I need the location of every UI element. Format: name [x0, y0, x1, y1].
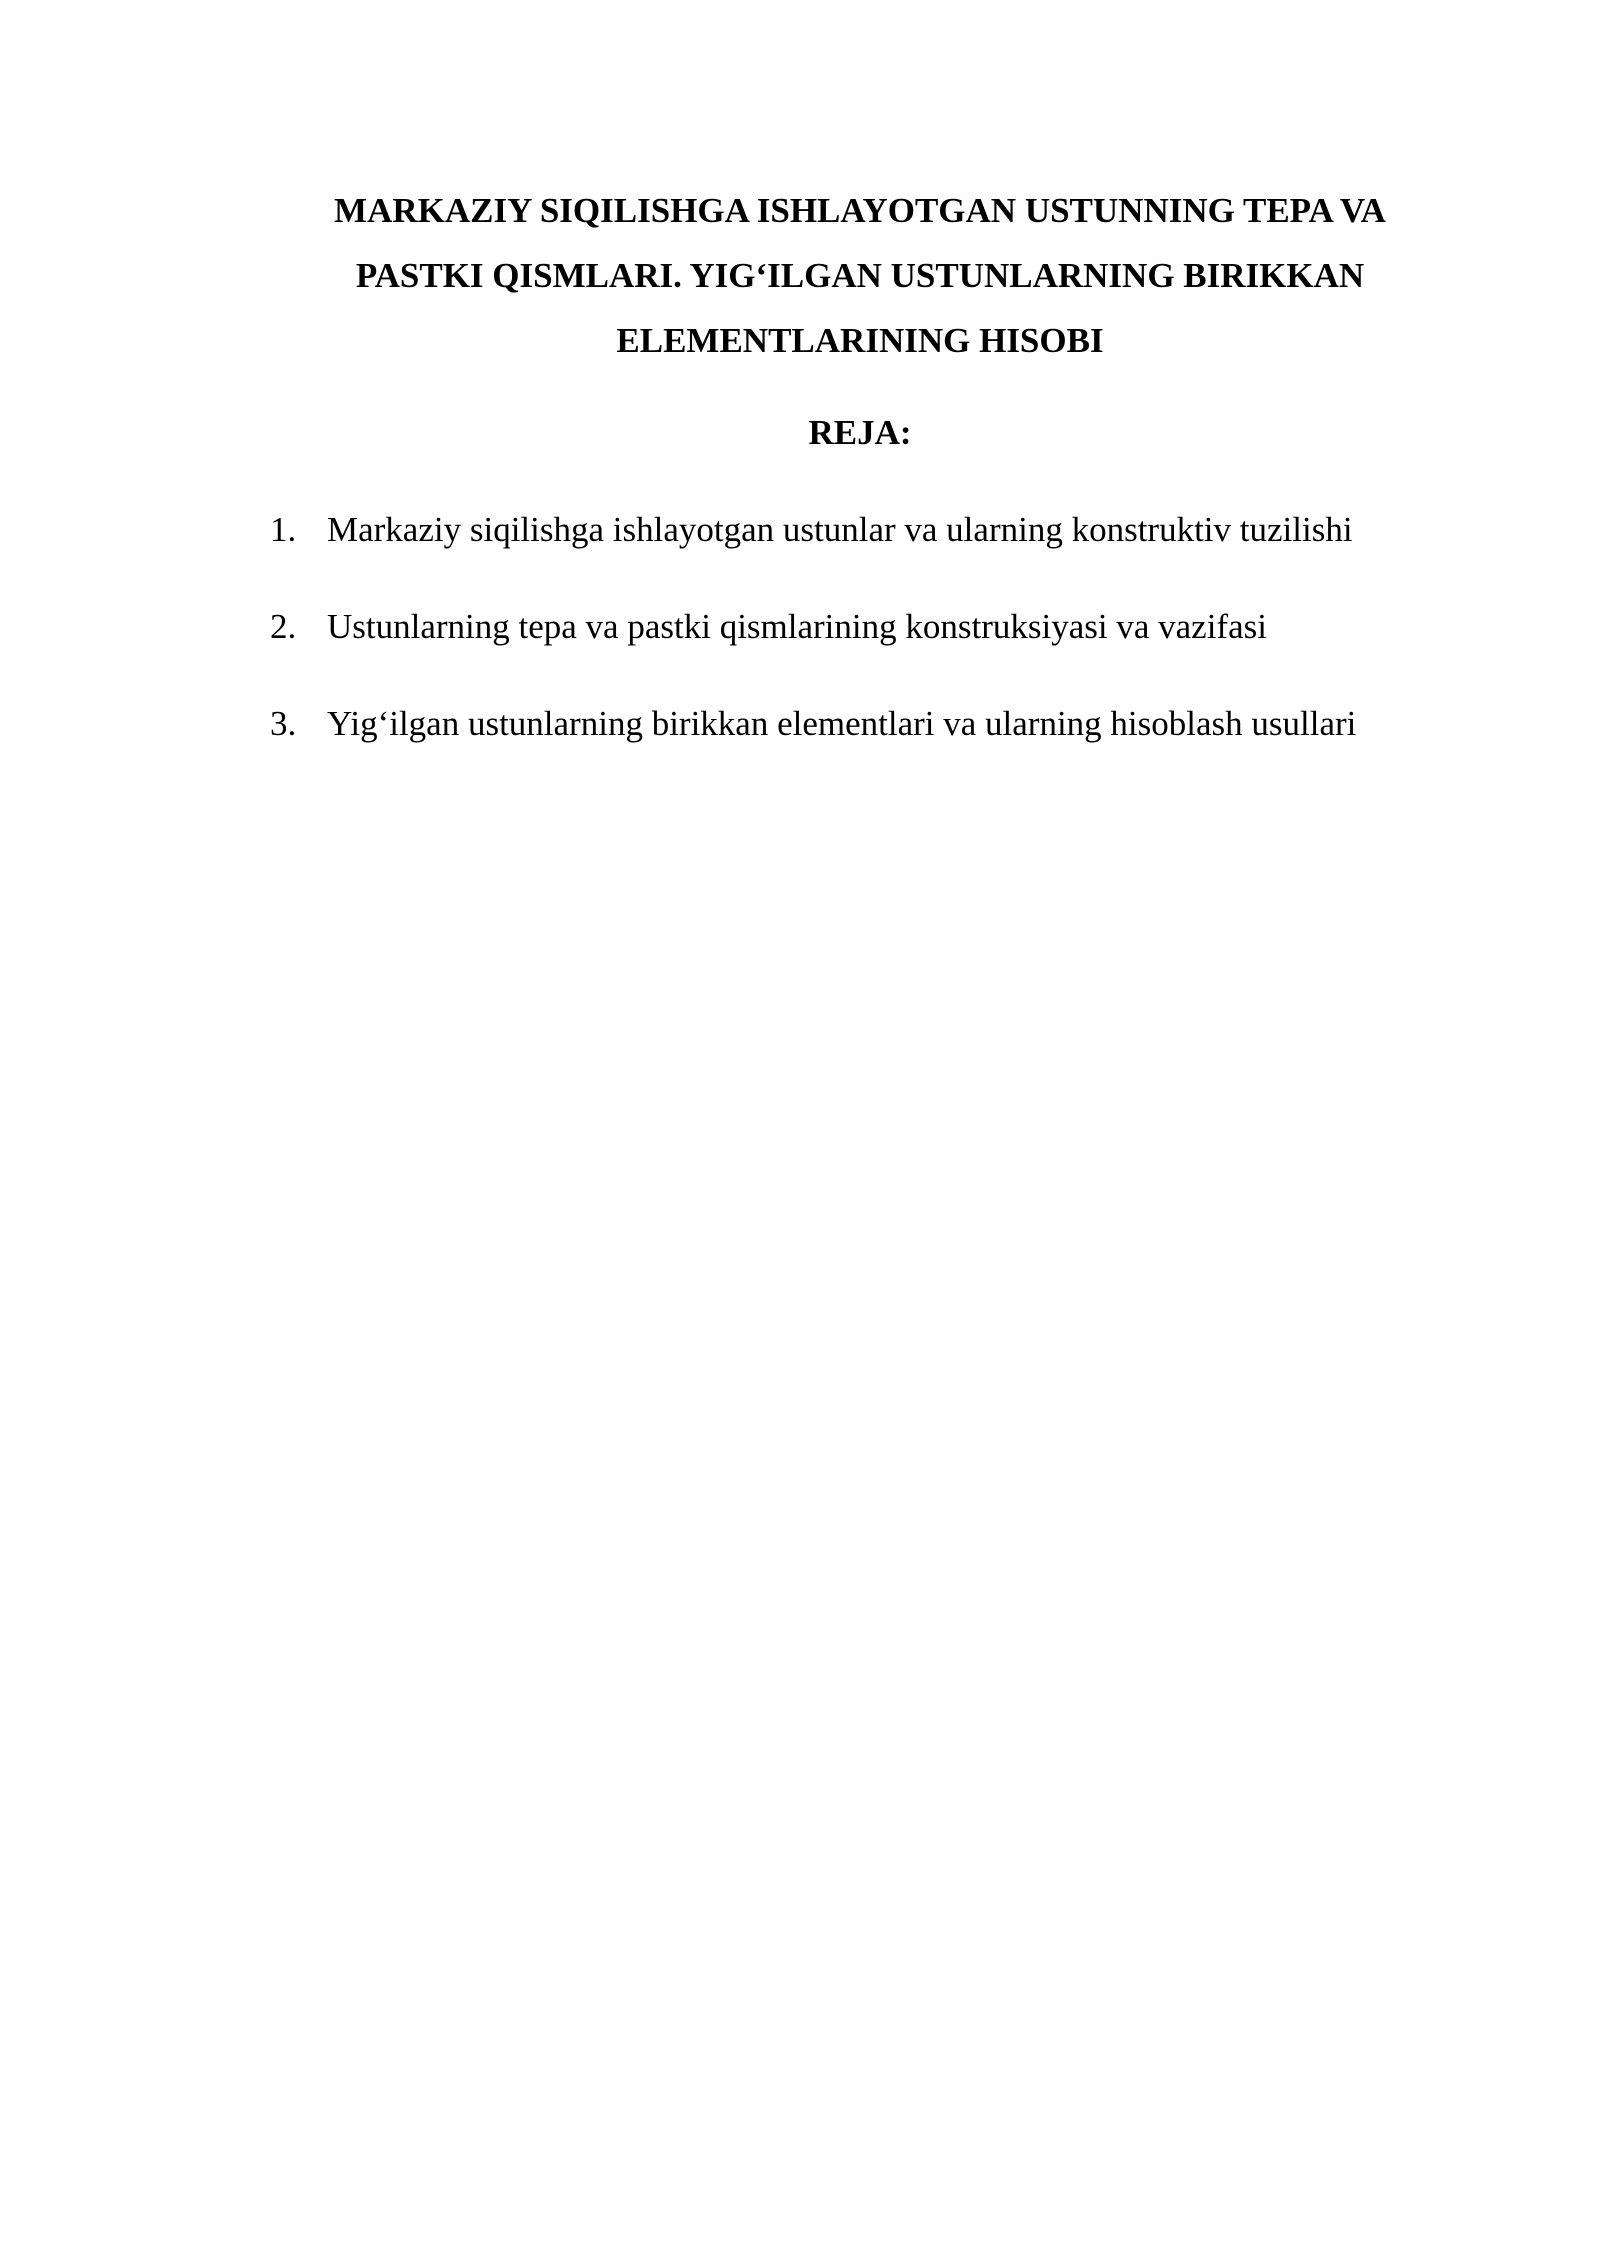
title-line-1: MARKAZIY SIQILISHGA ISHLAYOTGAN USTUNNING TEPA VA — [334, 191, 1386, 230]
plan-item-number: 2. — [270, 607, 297, 646]
plan-item-text: Markaziy siqilishga ishlayotgan ustunlar va ularning konstruktiv tuzilishi — [327, 510, 1353, 549]
plan-item-number: 3. — [270, 704, 297, 743]
title-line-2: PASTKI QISMLARI. YIG‘ILGAN USTUNLARNING BIRIKKAN — [355, 256, 1365, 295]
plan-item — [270, 505, 1356, 555]
title-line-3: ELEMENTLARINING HISOBI — [616, 321, 1104, 360]
plan-item — [270, 699, 1356, 749]
plan-item-text: Yig‘ilgan ustunlarning birikkan elementlari va ularning hisoblash usullari — [327, 704, 1357, 743]
document-title — [270, 178, 1450, 373]
plan-item-text: Ustunlarning tepa va pastki qismlarining konstruksiyasi va vazifasi — [327, 607, 1267, 646]
plan-item-number: 1. — [270, 510, 297, 549]
plan-heading: REJA: — [808, 413, 912, 452]
plan-item — [270, 602, 1356, 652]
plan-list — [270, 505, 1356, 796]
